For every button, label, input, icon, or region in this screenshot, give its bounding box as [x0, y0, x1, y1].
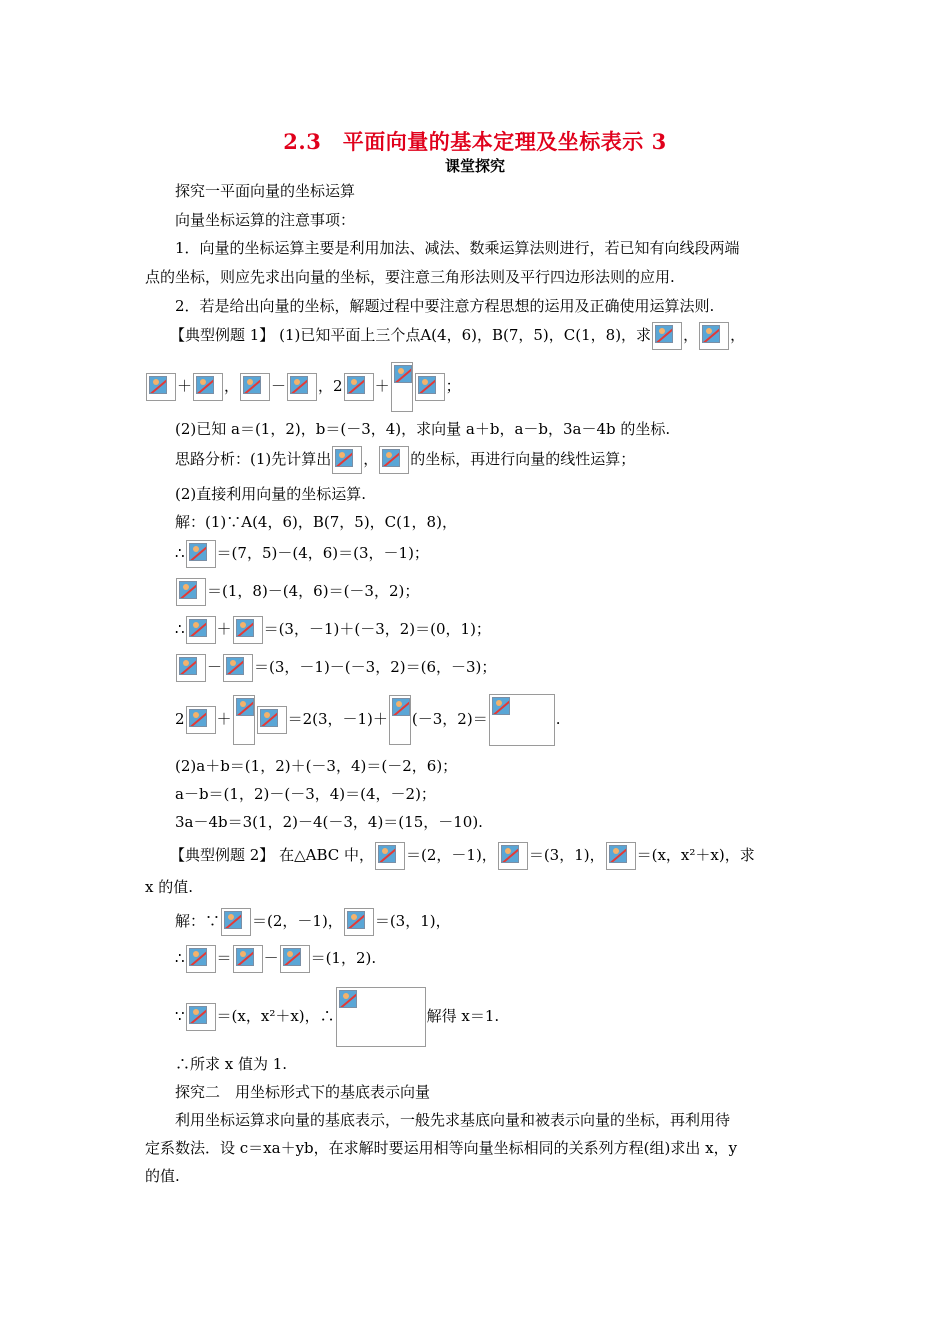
solution-text: ＝(x，x²＋x)，∴	[216, 1007, 335, 1025]
formula-image-icon	[233, 616, 263, 644]
formula-image-icon	[176, 654, 206, 682]
solution-text: ＝(1，2).	[310, 949, 377, 967]
formula-image-icon	[606, 842, 636, 870]
solution-1-line-1: ∴ ＝(7，5)－(4，6)＝(3，－1)；	[175, 540, 429, 568]
example-2-question	[170, 842, 755, 870]
example-label: 【典型例题 2】	[170, 846, 275, 864]
example-1-question-2: (2)已知 a＝(1，2)，b＝(－3，4)，求向量 a＋b，a－b，3a－4b 的坐标.	[175, 420, 671, 438]
solution-text: ＝(3，－1)－(－3，2)＝(6，－3)；	[254, 658, 497, 676]
formula-image-icon	[186, 706, 216, 734]
solution-3-line-4: ∴所求 x 值为 1.	[175, 1055, 288, 1073]
solution-2-line-3: 3a－4b＝3(1，2)－4(－3，4)＝(15，－10).	[175, 813, 483, 831]
formula-image-icon	[221, 908, 251, 936]
solution-3-line-2: ∴ ＝ － ＝(1，2).	[175, 945, 376, 973]
solution-1-line-3: ∴ ＋ ＝(3，－1)＋(－3，2)＝(0，1)；	[175, 616, 491, 644]
section-2-line-1: 利用坐标运算求向量的基底表示，一般先求基底向量和被表示向量的坐标，再利用待	[175, 1111, 731, 1129]
formula-image-icon	[344, 373, 374, 401]
analysis-text: 的坐标，再进行向量的线性运算；	[410, 450, 636, 468]
formula-image-icon	[389, 695, 411, 745]
section-heading-2: 探究二 用坐标形式下的基底表示向量	[175, 1083, 431, 1101]
formula-image-icon	[146, 373, 176, 401]
solution-2-line-2: a－b＝(1，2)－(－3，4)＝(4，－2)；	[175, 785, 436, 803]
solution-1-line-5: 2 ＋ ＝2(3，－1)＋ (－3，2)＝ .	[175, 694, 560, 746]
solution-3-line-1	[175, 908, 451, 936]
formula-image-icon	[699, 322, 729, 350]
formula-image-icon	[280, 945, 310, 973]
section-2-line-3: 的值.	[145, 1167, 180, 1185]
solution-3-line-3: ∵ ＝(x，x²＋x)，∴ 解得 x＝1.	[175, 987, 499, 1047]
notes-heading: 向量坐标运算的注意事项：	[175, 211, 356, 229]
note-1-line-1: 1．向量的坐标运算主要是利用加法、减法、数乘运算法则进行，若已知有向线段两端	[175, 239, 740, 257]
section-heading-1: 探究一平面向量的坐标运算	[175, 182, 356, 200]
solution-text: (－3，2)＝	[411, 710, 488, 728]
page-subtitle: 课堂探究	[444, 157, 505, 175]
formula-image-icon	[186, 616, 216, 644]
solution-text: ＝(3，－1)＋(－3，2)＝(0，1)；	[263, 620, 491, 638]
question-text: ＝(x，x²＋x)，求	[636, 846, 755, 864]
question-text: 在△ABC 中，	[279, 846, 375, 864]
page-title: 2.3 平面向量的基本定理及坐标表示 3	[283, 129, 667, 154]
solution-text: ＝(2，－1)，	[252, 912, 343, 930]
formula-image-icon	[240, 373, 270, 401]
question-text: (1)已知平面上三个点	[279, 326, 421, 344]
analysis-line-1: 思路分析：(1)先计算出 ， 的坐标，再进行向量的线性运算；	[175, 446, 635, 474]
formula-image-icon	[193, 373, 223, 401]
note-2: 2．若是给出向量的坐标，解题过程中要注意方程思想的运用及正确使用运算法则.	[175, 297, 715, 315]
formula-image-icon	[186, 540, 216, 568]
formula-image-icon	[379, 446, 409, 474]
formula-image-icon	[257, 706, 287, 734]
analysis-line-2: (2)直接利用向量的坐标运算.	[175, 485, 367, 503]
formula-image-icon	[344, 908, 374, 936]
formula-image-icon	[498, 842, 528, 870]
formula-image-icon	[287, 373, 317, 401]
solution-text: ＝(3，1)，	[374, 912, 451, 930]
solution-1-line-4: － ＝(3，－1)－(－3，2)＝(6，－3)；	[175, 654, 496, 682]
question-text: ＝(3，1)，	[528, 846, 605, 864]
formula-image-icon	[332, 446, 362, 474]
solution-text: 解得 x＝1.	[426, 1007, 500, 1025]
formula-image-icon	[233, 695, 255, 745]
solution-1-head: 解：(1)∵A(4，6)，B(7，5)，C(1，8)，	[175, 513, 457, 531]
note-1-line-2: 点的坐标，则应先求出向量的坐标，要注意三角形法则及平行四边形法则的应用.	[145, 268, 675, 286]
example-label: 【典型例题 1】	[170, 326, 275, 344]
formula-image-icon	[233, 945, 263, 973]
solution-text: 解：∵	[175, 912, 221, 930]
example-1-question-1: 【典型例题 1】 (1)已知平面上三个点A(4，6)，B(7，5)，C(1，8)，求 ， ，	[170, 322, 745, 350]
solution-1-line-2	[175, 578, 419, 606]
section-2-line-2: 定系数法．设 c＝xa＋yb，在求解时要运用相等向量坐标相同的关系列方程(组)求出 x，y	[145, 1139, 738, 1157]
points-text: A(4，6)，B(7，5)，C(1，8)，求	[420, 326, 652, 344]
formula-image-icon	[336, 987, 426, 1047]
formula-image-icon	[186, 945, 216, 973]
formula-image-icon	[415, 373, 445, 401]
solution-text: ＝(1，8)－(4，6)＝(－3，2)；	[207, 582, 420, 600]
question-text: ＝(2，－1)，	[406, 846, 497, 864]
example-1-formulas: ＋ ， － ，2 ＋ ；	[145, 362, 461, 412]
formula-image-icon	[652, 322, 682, 350]
solution-text: ＝(7，5)－(4，6)＝(3，－1)；	[216, 544, 429, 562]
formula-image-icon	[223, 654, 253, 682]
solution-2-line-1: (2)a＋b＝(1，2)＋(－3，4)＝(－2，6)；	[175, 757, 458, 775]
formula-image-icon	[186, 1003, 216, 1031]
example-2-question-end: x 的值.	[145, 878, 193, 896]
analysis-text: 思路分析：(1)先计算出	[175, 450, 332, 468]
solution-text: ＝2(3，－1)＋	[287, 710, 388, 728]
formula-image-icon	[489, 694, 555, 746]
formula-image-icon	[375, 842, 405, 870]
formula-image-icon	[391, 362, 413, 412]
formula-image-icon	[176, 578, 206, 606]
